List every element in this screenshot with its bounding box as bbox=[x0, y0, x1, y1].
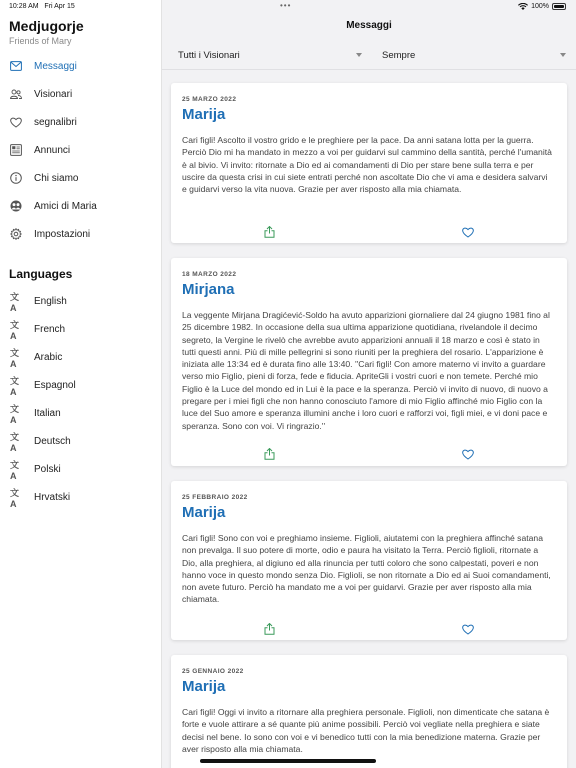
heart-icon bbox=[10, 116, 22, 128]
message-text: Cari figli! Sono con voi e preghiamo insieme. Figlioli, aiutatemi con la preghiera affinché satana non prevalga. Il suo potere di morte, odio e paura ha visitato la Terra. Perciò figlioli, ritornate a Dio, alla preghiera, al digiuno ed alla rinuncia per tutti coloro che sono calpestati, poveri e non hanno voce in questo mondo senza Dio. Figlioli, se non ritornate a Dio ed ai Suoi comandamenti, non avete futuro. Perciò ha mandato me a voi per guidarvi. Grazie per aver risposto alla mia chiamata. bbox=[182, 533, 551, 605]
period-filter-value: Sempre bbox=[382, 49, 416, 61]
language-label: Arabic bbox=[34, 351, 63, 363]
language-label: Polski bbox=[34, 463, 61, 475]
language-label: Espagnol bbox=[34, 379, 76, 391]
battery-icon bbox=[552, 3, 566, 10]
sidebar-item-label: segnalibri bbox=[34, 116, 77, 128]
language-label: English bbox=[34, 295, 67, 307]
heart-icon[interactable] bbox=[462, 622, 474, 634]
translate-icon: 文A bbox=[10, 459, 20, 481]
status-time: 10:28 AM Fri Apr 15 bbox=[9, 3, 75, 10]
visionary-filter-value: Tutti i Visionari bbox=[178, 49, 240, 61]
sidebar-item-label: Messaggi bbox=[34, 60, 77, 72]
visionary-filter-dropdown[interactable] bbox=[178, 40, 362, 70]
app-title: Medjugorje bbox=[9, 18, 84, 34]
message-date: 25 GENNAIO 2022 bbox=[182, 668, 244, 675]
translate-icon: 文A bbox=[10, 319, 20, 341]
message-date: 25 FEBBRAIO 2022 bbox=[182, 494, 248, 501]
people-icon bbox=[10, 88, 22, 100]
home-indicator[interactable] bbox=[200, 759, 376, 763]
wifi-icon bbox=[518, 3, 528, 10]
sidebar-item-label: Visionari bbox=[34, 88, 73, 100]
message-text: La veggente Mirjana Dragićević-Soldo ha avuto apparizioni giornaliere dal 24 giugno 1981 fino al 25 dicembre 1982. In occasione della sua ultima apparizione quotidiana, rivelandole il decimo segreto, la Vergine le rivelò che avrebbe avuto apparizioni annuali il 18 marzo e così è stato in tutti questi anni. Più di mille pellegrini si sono riuniti per la preghiera del rosario. L'apparizione è iniziata alle 13:34 ed è durata fino alle 13:40. ''Cari figli! Con amore materno vi invito a guardare verso mio Figlio, pieni di forza, fede e fiducia. ApriteGli i vostri cuori e non temete. Perché mio Figlio è la Luce del mondo ed in Lui è la pace e la speranza. Perciò vi invito di nuovo, di nuovo a pregare per i miei figli che non hanno conosciuto l'amore di mio Figlio affinché mio Figlio con la luce del Suo amore e speranza illumini anche i loro cuori e rafforzi voi, figli miei, e vi doni pace e speranza. Sono con voi. Vi ringrazio.'' bbox=[182, 310, 550, 431]
info-icon bbox=[10, 172, 22, 184]
language-label: Hrvatski bbox=[34, 491, 71, 503]
multitasking-dots[interactable]: ••• bbox=[280, 1, 292, 10]
app-subtitle: Friends of Mary bbox=[9, 36, 72, 46]
sidebar-item-label: Annunci bbox=[34, 144, 71, 156]
status-right bbox=[518, 3, 566, 10]
translate-icon: 文A bbox=[10, 347, 20, 369]
sidebar-item-chi-siamo[interactable] bbox=[0, 167, 161, 189]
message-card[interactable] bbox=[171, 83, 567, 243]
gear-icon bbox=[10, 228, 22, 240]
language-item-french[interactable] bbox=[0, 318, 161, 340]
language-item-hrvatski[interactable] bbox=[0, 486, 161, 508]
message-text: Cari figli! Ascolto il vostro grido e le preghiere per la pace. Da anni satana lotta per la guerra. Perciò Dio mi ha mandato in mezzo a voi per guidarvi sul cammino della santità, perché l'umanità è al bivio. Vi invito: ritornate a Dio ed ai comandamenti di Dio per stare bene sulla terra e per uscire da questa crisi in cui siete entrati perché non ascoltate Dio che vi ama e desidera salvarvi e guidarvi verso la vita nuova. Grazie per aver risposto alla mia chiamata. bbox=[182, 135, 552, 195]
share-icon[interactable] bbox=[264, 447, 276, 459]
sidebar-item-label: Chi siamo bbox=[34, 172, 79, 184]
message-visionary-name: Mirjana bbox=[182, 281, 235, 298]
translate-icon: 文A bbox=[10, 403, 20, 425]
message-card[interactable] bbox=[171, 258, 567, 466]
translate-icon: 文A bbox=[10, 487, 20, 509]
translate-icon: 文A bbox=[10, 291, 20, 313]
language-item-arabic[interactable] bbox=[0, 346, 161, 368]
sidebar-item-label: Amici di Maria bbox=[34, 200, 97, 212]
language-item-deutsch[interactable] bbox=[0, 430, 161, 452]
message-card[interactable] bbox=[171, 655, 567, 768]
period-filter-dropdown[interactable] bbox=[382, 40, 568, 70]
share-icon[interactable] bbox=[264, 225, 276, 237]
share-icon[interactable] bbox=[264, 622, 276, 634]
message-visionary-name: Marija bbox=[182, 678, 226, 695]
sidebar-item-visionari[interactable] bbox=[0, 83, 161, 105]
language-item-english[interactable] bbox=[0, 290, 161, 312]
group-icon bbox=[10, 200, 22, 212]
sidebar-item-segnalibri[interactable] bbox=[0, 111, 161, 133]
message-date: 18 MARZO 2022 bbox=[182, 271, 237, 278]
sidebar-item-annunci[interactable] bbox=[0, 139, 161, 161]
envelope-icon bbox=[10, 60, 22, 72]
battery-percent: 100% bbox=[531, 3, 549, 10]
heart-icon[interactable] bbox=[462, 225, 474, 237]
message-date: 25 MARZO 2022 bbox=[182, 96, 237, 103]
filter-bar bbox=[162, 40, 576, 70]
page-title: Messaggi bbox=[346, 20, 392, 31]
chevron-down-icon bbox=[560, 53, 566, 57]
heart-icon[interactable] bbox=[462, 447, 474, 459]
language-item-espagnol[interactable] bbox=[0, 374, 161, 396]
sidebar-item-label: Impostazioni bbox=[34, 228, 91, 240]
language-label: French bbox=[34, 323, 66, 335]
language-item-polski[interactable] bbox=[0, 458, 161, 480]
languages-title: Languages bbox=[9, 267, 73, 281]
chevron-down-icon bbox=[356, 53, 362, 57]
message-text: Cari figli! Oggi vi invito a ritornare alla preghiera personale. Figlioli, non dimenticate che satana è forte e vuole attirare a sé quante più anime possibili. Perciò voi vegliate nella preghiera e siate decisi nel bene. Io sono con voi e vi benedico tutti con la mia benedizione materna. Grazie per aver risposto alla mia chiamata. bbox=[182, 707, 550, 754]
newspaper-icon bbox=[10, 144, 22, 156]
status-bar bbox=[0, 0, 576, 14]
message-card[interactable] bbox=[171, 481, 567, 640]
sidebar-item-messaggi[interactable] bbox=[0, 55, 161, 77]
sidebar-item-impostazioni[interactable] bbox=[0, 223, 161, 245]
language-label: Deutsch bbox=[34, 435, 71, 447]
main-content bbox=[162, 0, 576, 768]
sidebar-item-amici-di-maria[interactable] bbox=[0, 195, 161, 217]
message-visionary-name: Marija bbox=[182, 106, 226, 123]
sidebar bbox=[0, 0, 162, 768]
translate-icon: 文A bbox=[10, 375, 20, 397]
language-label: Italian bbox=[34, 407, 61, 419]
translate-icon: 文A bbox=[10, 431, 20, 453]
language-item-italian[interactable] bbox=[0, 402, 161, 424]
message-visionary-name: Marija bbox=[182, 504, 226, 521]
